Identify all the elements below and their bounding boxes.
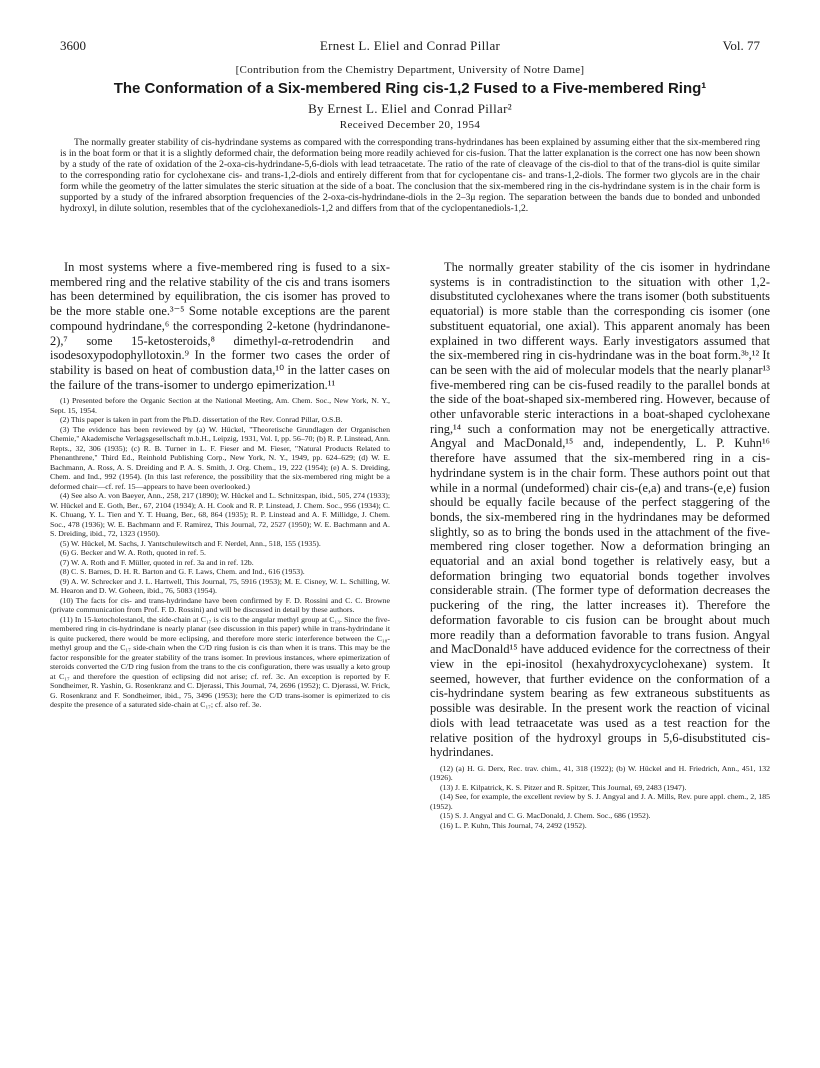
volume-label: Vol. 77 <box>722 38 760 53</box>
received-date: Received December 20, 1954 <box>339 119 481 131</box>
footnote: (9) A. W. Schrecker and J. L. Hartwell, This Journal, 75, 5916 (1953); M. E. Cisney, W. L. Schilling, W. M. Hearon and D. W. Goheen, ibid., 76, 5083 (1954). <box>50 576 390 596</box>
footnote: (12) (a) H. G. Derx, Rec. trav. chim., 41, 318 (1922); (b) W. Hückel and H. Friedrich, Ann., 451, 132 (1926). <box>430 763 770 783</box>
left-column <box>50 260 390 710</box>
abstract: The normally greater stability of cis-hydrindane systems as compared with the corresponding trans-hydrindanes has been explained by assuming either that the six-membered ring is in the boat form or that it is a slightly deformed chair, the deformation being more readily achieved for cis-fusion. That the latter explanation is the correct one has now been shown by a study of the rate of oxidation of the 2-oxa-cis-hydrindane-5,6-diols with lead tetraacetate. The ratio of the rate of cleavage of the cis-diol to that of the trans-diol is quite similar to the corresponding ratio for cyclohexane cis- and trans-1,2-diols and entirely different from that for cyclopentane cis- and trans-1,2-diols. The former two glycols are in the chair form while the geometry of the latter simulates the steric situation at the side of a boat. The conclusion that the six-membered ring in the cis-hydrindane system is in the chair form is supported by a study of the infrared absorption frequencies of the 2-oxa-cis-hydrindane-diols in the 2–3μ region. The separation between the bands due to bonded and unbonded hydroxyl, in dilute solution, resembles that of the cyclohexanediols-1,2 and differs from that of the cyclopentanediols-1,2. <box>60 137 760 214</box>
footnote: (16) L. P. Kuhn, This Journal, 74, 2492 (1952). <box>440 820 587 830</box>
footnote: (3) The evidence has been reviewed by (a) W. Hückel, "Theoretische Grundlagen der Organischen Chemie," Akademische Verlagsgesellschaft m.b.H., Leipzig, 1931, Vol. I, pp. 56–70; (b) R. P. Linstead, Ann. Repts., 32, 306 (1935); (c) R. B. Turner in L. F. Fieser and M. Fieser, "Natural Products Related to Phenanthrene," Third Ed., Reinhold Publishing Corp., New York, N. Y., 1949, pp. 624–629; (d) W. E. Bachmann, A. Ross, A. S. Dreiding and P. A. S. Smith, J. Org. Chem., 19, 222 (1954); (e) A. S. Dreiding, Chem. and Ind., 992 (1954). (In this last reference, the possibility that the six-membered ring might be a deformed chair—cf. ref. 15—appears to have been overlooked.) <box>50 424 390 491</box>
article-title: The Conformation of a Six-membered Ring cis-1,2 Fused to a Five-membered Ring¹ <box>113 80 707 97</box>
footnote: (11) In 15-ketocholestanol, the side-chain at C₁₇ is cis to the angular methyl group at C₁₃. Since the five-membered ring in cis-hydrindane is nearly planar (see discussion in this paper) while in trans-hydrindane it is quite puckered, there would be more eclipsing, and therefore more steric interference between the C₁₈-methyl group and the C₁₇ side-chain when the C/D ring fusion is cis than when it is trans. This may be the factor responsible for the greater stability of the trans isomer. In previous instances, where epimerization of steroids converted the C/D ring fusion from the trans to the cis configuration, there was usually a keto group at C₁₇ and therefore the question of eclipsing did not arise; cf. ref. 3c. An exception is reported by F. Sondheimer, R. Yashin, G. Rosenkranz and C. Djerassi, This Journal, 74, 2696 (1952); C. Djerassi, W. Frick, G. Rosenkranz and F. Sondheimer, ibid., 75, 3496 (1953); here the C/D trans-isomer is epimerized to cis despite the presence of a saturated side-chain at C₁₇; cf. also ref. 3e. <box>50 614 390 710</box>
running-title: Ernest L. Eliel and Conrad Pillar <box>319 38 501 53</box>
footnotes-left <box>50 396 390 710</box>
footnotes-right <box>430 764 770 831</box>
footnote: (1) Presented before the Organic Section at the National Meeting, Am. Chem. Soc., New York, N. Y., Sept. 15, 1954. <box>50 396 390 415</box>
right-column <box>430 260 770 830</box>
footnote: (15) S. J. Angyal and C. G. MacDonald, J. Chem. Soc., 686 (1952). <box>440 811 651 821</box>
footnote: (13) J. E. Kilpatrick, K. S. Pitzer and R. Spitzer, This Journal, 69, 2483 (1947). <box>440 782 687 792</box>
author-byline: By Ernest L. Eliel and Conrad Pillar² <box>308 101 512 116</box>
footnote: (8) C. S. Barnes, D. H. R. Barton and G. F. Laws, Chem. and Ind., 616 (1953). <box>60 567 305 577</box>
footnote: (4) See also A. von Baeyer, Ann., 258, 217 (1890); W. Hückel and L. Schnitzspan, ibid., 505, 274 (1933); W. Hückel and E. Goth, Ber., 67, 2104 (1934); A. H. Cook and R. P. Linstead, J. Chem. Soc., 956 (1934); C. K. Chuang, Y. L. Tien and Y. T. Huang, Ber., 68, 864 (1935); R. P. Linstead and A. F. Millidge, J. Chem. Soc., 478 (1936); W. E. Bachmann and F. Ramirez, This Journal, 72, 2527 (1950); W. E. Bachmann and A. S. Dreiding, ibid., 72, 1323 (1950). <box>50 491 390 539</box>
running-header <box>60 38 760 56</box>
footnote: (14) See, for example, the excellent review by S. J. Angyal and J. A. Mills, Rev. pure appl. chem., 2, 185 (1952). <box>430 792 770 811</box>
footnote: (6) G. Becker and W. A. Roth, quoted in ref. 5. <box>60 548 206 558</box>
discussion-paragraph: The normally greater stability of the cis isomer in hydrindane systems is in contradistinction to the situation with other 1,2-disubstituted cyclohexanes where the trans isomer (both substituents equatorial) is more stable than the corresponding cis isomer (one substituent equatorial, one axial). This apparent anomaly has been explained in two different ways. Early investigators assumed that the six-membered ring in cis-hydrindane was in the boat form.³ᵇ,¹² It can be seen with the aid of molecular models that the nearly planar¹³ five-membered ring can be cis-fused readily to the parallel bonds at the side of the boat-shaped six-membered ring. However, because of other unfavorable steric interactions in a boat-shaped cyclohexane ring,¹⁴ such a conformation may not be energetically attractive. Angyal and MacDonald,¹⁵ and, independently, L. P. Kuhn¹⁶ therefore have assumed that the six-membered ring in a cis-hydrindane system is in the chair form. These authors point out that while in a normal (undeformed) chair cis-(e,a) and trans-(e,e) fusion should be equally facile because of the perfect staggering of the bonds, the six-membered ring in the hydrindanes may be deformed slightly, so as to bring the bonds used in the attachment of the five-membered ring closer together. Now a deformation bringing an equatorial and an axial bond together is relatively easy, but a deformation bringing two equatorial bonds together involves considerable strain. (The former type of deformation decreases the puckering of the ring, the latter increases it). Therefore the deformation favorable to cis fusion can be brought about much more readily than a deformation favorable to trans fusion. Angyal and MacDonald¹⁵ have adduced evidence for the correctness of their view in the epi-inositol (hexahydroxycyclohexane) system. It seemed, however, that further evidence on the conformation of a cis-hydrindane system bearing as few extraneous substituents as possible was desirable. In the present work the reaction of vicinal diols with lead tetraacetate was used as a test reaction for the relative position of the hydroxyl groups in 5,6-disubstituted cis-hydrindanes. <box>430 260 770 760</box>
contribution-line: [Contribution from the Chemistry Department, University of Notre Dame] <box>235 64 585 76</box>
footnote: (5) W. Hückel, M. Sachs, J. Yantschulewitsch and F. Nerdel, Ann., 518, 155 (1935). <box>60 538 321 548</box>
footnote: (7) W. A. Roth and F. Müller, quoted in ref. 3a and in ref. 12b. <box>60 557 254 567</box>
footnote: (2) This paper is taken in part from the Ph.D. dissertation of the Rev. Conrad Pillar, O.S.B. <box>60 415 343 425</box>
intro-paragraph: In most systems where a five-membered ring is fused to a six-membered ring and the relative stability of the cis and trans isomers has been determined by equilibration, the cis isomer has proved to be the more stable one.³⁻⁵ Some notable exceptions are the parent compound hydrindane,⁶ the corresponding 2-ketone (hydrindanone-2),⁷ some 15-ketosteroids,⁸ dimethyl-α-retrodendrin and isodesoxypodophyllotoxin.⁹ In the former two cases the order of stability is based on heat of combustion data,¹⁰ in the latter cases on the failure of the trans-isomer to undergo epimerization.¹¹ <box>50 260 390 392</box>
page-number: 3600 <box>60 38 86 53</box>
footnote: (10) The facts for cis- and trans-hydrindane have been confirmed by F. D. Rossini and C. C. Browne (private communication from Prof. F. D. Rossini) and will be discussed in detail by these authors. <box>50 595 390 615</box>
